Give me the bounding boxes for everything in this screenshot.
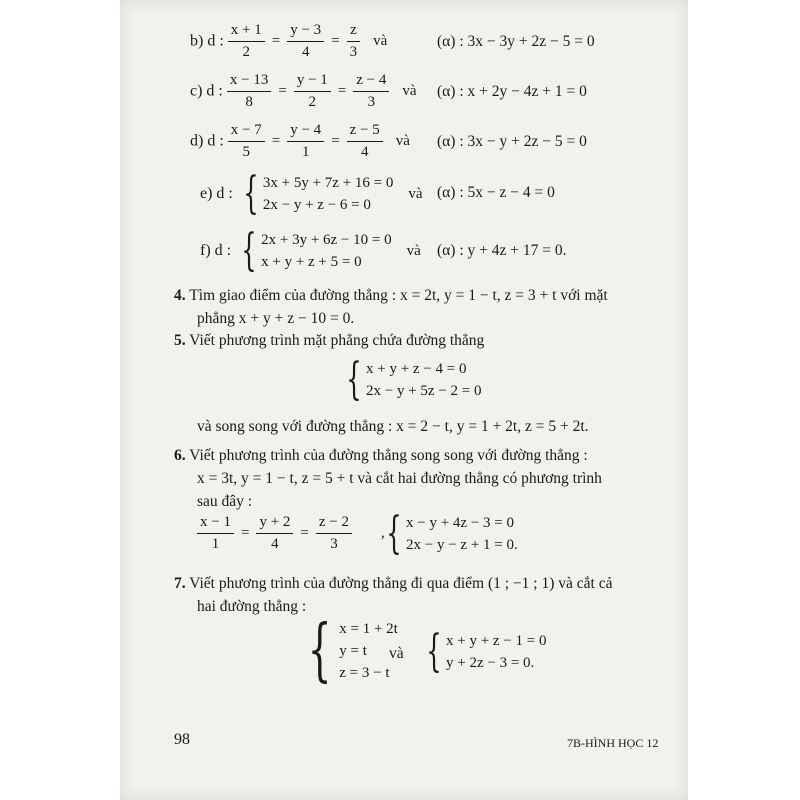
- problem-6: 6. Viết phương trình của đường thẳng song song với đường thẳng : x = 3t, y = 1 − t, z = 5 + t và cắt hai đường thẳng có phương trình sau đây :: [174, 447, 602, 510]
- brace-icon: {: [241, 225, 257, 276]
- fraction-z: $\frac{z}{3}$: [347, 22, 361, 62]
- plane-equation: (α) : 5x − z − 4 = 0: [437, 184, 555, 201]
- exercise-3f: f) d : { 2x + 3y + 6z − 10 = 0 x + y + z + 5 = 0 và: [200, 225, 421, 276]
- plane-equation: (α) : y + 4z + 17 = 0.: [437, 242, 567, 259]
- part-label: d) d :: [190, 132, 224, 150]
- exercise-3d: d) d : $\frac{x - 7}{5}$ = $\frac{y - 4}{1}$ = $\frac{z - 5}{4}$ và: [190, 122, 410, 161]
- conjunction: và: [389, 645, 404, 662]
- book-code: 7B-HÌNH HỌC 12: [567, 736, 659, 750]
- problem-5-condition: và song song với đường thẳng : x = 2 − t, y = 1 + 2t, z = 5 + 2t.: [197, 418, 589, 435]
- equation-system: { 2x + 3y + 6z − 10 = 0 x + y + z + 5 = 0: [241, 225, 392, 276]
- problem-6-line-2: { x − y + 4z − 3 = 0 2x − y − z + 1 = 0.: [386, 508, 518, 559]
- exercise-3c: c) d : $\frac{x - 13}{8}$ = $\frac{y - 1}{2}$ = $\frac{z - 4}{3}$ và: [190, 72, 417, 111]
- problem-7-line-a: { x = 1 + 2t y = t z = 3 − t: [307, 611, 398, 690]
- problem-number: 6.: [174, 447, 186, 464]
- equation-system: { 3x + 5y + 7z + 16 = 0 2x − y + z − 6 = 0: [243, 168, 394, 219]
- problem-number: 7.: [174, 575, 186, 592]
- fraction-z: $\frac{z - 5}{4}$: [347, 122, 383, 162]
- part-label: f) d :: [200, 242, 232, 259]
- problem-4: 4. Tìm giao điểm của đường thẳng : x = 2t, y = 1 − t, z = 3 + t với mặt phẳng x + y + z − 10 = 0.: [174, 287, 608, 327]
- problem-number: 4.: [174, 287, 186, 304]
- brace-icon: {: [386, 508, 402, 559]
- page-number: 98: [174, 731, 190, 748]
- fraction-y: $\frac{y - 1}{2}$: [294, 72, 331, 112]
- problem-7-line-b: { x + y + z − 1 = 0 y + 2z − 3 = 0.: [426, 626, 547, 677]
- plane-equation: (α) : 3x − 3y + 2z − 5 = 0: [437, 33, 595, 50]
- fraction-x: $\frac{x + 1}{2}$: [228, 22, 265, 62]
- fraction-y: $\frac{y - 4}{1}$: [287, 122, 324, 162]
- exercise-3b: b) d : $\frac{x + 1}{2}$ = $\frac{y - 3}{4}$ = $\frac{z}{3}$ và: [190, 22, 388, 61]
- plane-equation: (α) : 3x − y + 2z − 5 = 0: [437, 133, 587, 150]
- brace-icon: {: [346, 354, 362, 405]
- fraction-z: $\frac{z - 4}{3}$: [353, 72, 389, 112]
- part-label: b) d :: [190, 32, 224, 50]
- problem-number: 5.: [174, 332, 186, 349]
- problem-5: 5. Viết phương trình mặt phẳng chứa đường thẳng: [174, 332, 485, 349]
- brace-icon: {: [307, 611, 332, 690]
- exercise-3e: e) d : { 3x + 5y + 7z + 16 = 0 2x − y + z − 6 = 0 và: [200, 168, 423, 219]
- problem-6-line-1: $\frac{x - 1}{1}$ = $\frac{y + 2}{4}$ = $\frac{z - 2}{3}$ ,: [197, 514, 388, 554]
- problem-5-system: { x + y + z − 4 = 0 2x − y + 5z − 2 = 0: [346, 354, 482, 405]
- brace-icon: {: [426, 626, 442, 677]
- fraction-y: $\frac{y - 3}{4}$: [287, 22, 324, 62]
- plane-equation: (α) : x + 2y − 4z + 1 = 0: [437, 83, 587, 100]
- part-label: e) d :: [200, 185, 233, 202]
- problem-7: 7. Viết phương trình của đường thẳng đi qua điểm (1 ; −1 ; 1) và cắt cả hai đường thẳng :: [174, 575, 613, 615]
- fraction-x: $\frac{x - 13}{8}$: [227, 72, 271, 112]
- fraction-x: $\frac{x - 7}{5}$: [228, 122, 265, 162]
- brace-icon: {: [243, 168, 259, 219]
- part-label: c) d :: [190, 82, 223, 100]
